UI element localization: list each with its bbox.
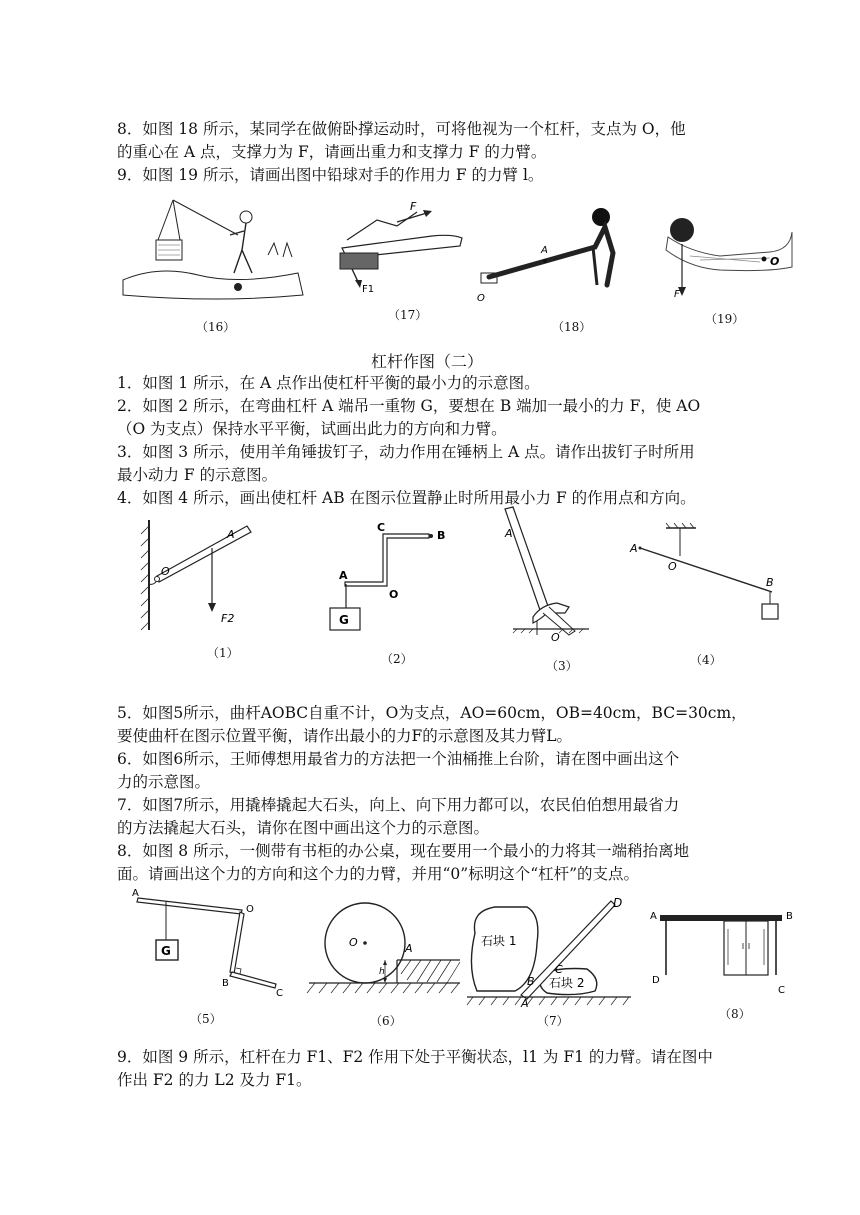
- figure-3: [503, 505, 593, 645]
- section-title: 杠杆作图（二）: [371, 352, 484, 371]
- p2-question-8-line-1: 8．如图 8 所示，一侧带有书柜的办公桌，现在要用一个最小的力将其一端稍抬离地: [117, 842, 690, 860]
- p2-question-2-line-1: 2．如图 2 所示，在弯曲杠杆 A 端吊一重物 G，要想在 B 端加一最小的力 F，使 AO: [117, 397, 701, 415]
- fig8-label-A: A: [650, 911, 657, 922]
- fig5-label-B: B: [222, 978, 229, 989]
- p2-question-3-line-2: 最小动力 F 的示意图。: [117, 466, 278, 484]
- figure-16: [118, 195, 308, 305]
- p2-question-7-line-2: 的方法撬起大石头，请你在图中画出这个力的示意图。: [117, 819, 490, 837]
- p2-question-9-line-1: 9．如图 9 所示，杠杆在力 F1、F2 作用下处于平衡状态，l1 为 F1 的力臂。请在图中: [117, 1048, 713, 1066]
- p2-question-2-line-2: （O 为支点）保持水平平衡，试画出此力的方向和力臂。: [117, 420, 507, 438]
- p2-question-9-line-2: 作出 F2 的力 L2 及力 F1。: [117, 1071, 312, 1089]
- fig2-label-G: G: [339, 613, 349, 627]
- fig2-label-C: C: [377, 521, 386, 534]
- caption-4: （4）: [690, 653, 722, 667]
- fig4-label-A: A: [630, 542, 638, 555]
- caption-3: （3）: [546, 659, 578, 673]
- figure-19: [660, 212, 795, 307]
- fig6-label-h: h: [379, 967, 385, 977]
- caption-7: （7）: [537, 1014, 569, 1028]
- figure-2: [325, 522, 455, 637]
- p2-question-5-line-1: 5．如图5所示，曲杆AOBC自重不计，O为支点，AO=60cm，OB=40cm，BC=30cm，: [117, 704, 747, 722]
- fig1-label-F2: F2: [221, 612, 235, 625]
- p2-question-4: 4．如图 4 所示，画出使杠杆 AB 在图示位置静止时所用最小力 F 的作用点和方向。: [117, 489, 696, 507]
- fig7-label-B: B: [527, 975, 535, 988]
- caption-19: （19）: [705, 312, 745, 326]
- caption-2: （2）: [381, 652, 413, 666]
- fig19-label-O: O: [770, 255, 780, 268]
- fig7-label-rock1: 石块 1: [481, 934, 517, 948]
- figure-8: [648, 905, 798, 1000]
- fig4-label-O: O: [668, 560, 677, 573]
- fig6-label-O: O: [349, 936, 358, 949]
- fig7-label-rock2: 石块 2: [549, 976, 585, 990]
- fig8-label-B: B: [786, 911, 793, 922]
- caption-5: （5）: [190, 1012, 222, 1026]
- p2-question-3-line-1: 3．如图 3 所示，使用羊角锤拔钉子，动力作用在锤柄上 A 点。请作出拔钉子时所用: [117, 443, 695, 461]
- fig1-label-O: O: [161, 565, 170, 578]
- fig4-label-B: B: [766, 576, 774, 589]
- question-9-line-1: 9．如图 19 所示，请画出图中铅球对手的作用力 F 的力臂 l。: [117, 166, 544, 184]
- fig7-label-D: D: [613, 896, 623, 910]
- fig18-label-A: A: [541, 245, 548, 256]
- p2-question-5-line-2: 要使曲杆在图示位置平衡，请作出最小的力F的示意图及其力臂L。: [117, 727, 573, 745]
- fig17-label-F1: F1: [362, 284, 375, 295]
- question-8-line-2: 的重心在 A 点，支撑力为 F，请画出重力和支撑力 F 的力臂。: [117, 143, 547, 161]
- figure-5: [130, 888, 290, 998]
- fig17-label-F: F: [410, 200, 417, 213]
- caption-1: （1）: [207, 646, 239, 660]
- fig2-label-O: O: [389, 588, 399, 601]
- p2-question-1: 1．如图 1 所示，在 A 点作出使杠杆平衡的最小力的示意图。: [117, 374, 540, 392]
- fig3-label-A: A: [505, 527, 513, 540]
- fig8-label-D: D: [652, 975, 660, 986]
- fig5-label-G: G: [161, 944, 171, 958]
- fig19-label-F: F: [674, 289, 680, 300]
- caption-18: （18）: [552, 320, 592, 334]
- figure-6: [305, 888, 465, 1008]
- caption-16: （16）: [196, 320, 236, 334]
- fig7-label-A: A: [521, 997, 529, 1010]
- fig3-label-O: O: [551, 631, 560, 644]
- caption-6: （6）: [370, 1014, 402, 1028]
- figure-1: [135, 518, 260, 633]
- fig5-label-O: O: [246, 904, 254, 915]
- fig5-label-A: A: [132, 888, 139, 899]
- figure-7: [465, 893, 635, 1008]
- fig5-label-C: C: [276, 988, 283, 999]
- p2-question-7-line-1: 7．如图7所示，用撬棒撬起大石头，向上、向下用力都可以，农民伯伯想用最省力: [117, 796, 680, 814]
- figure-4: [628, 522, 788, 627]
- fig2-label-B: B: [437, 529, 446, 542]
- p2-question-8-line-2: 面。请画出这个力的方向和这个力的力臂，并用“0”标明这个“杠杆”的支点。: [117, 865, 640, 883]
- fig2-label-A: A: [339, 569, 348, 582]
- question-8-line-1: 8．如图 18 所示，某同学在做俯卧撑运动时，可将他视为一个杠杆，支点为 O，他: [117, 120, 686, 138]
- figure-17: [322, 198, 467, 293]
- figure-18: [475, 205, 625, 305]
- p2-question-6-line-1: 6．如图6所示，王师傅想用最省力的方法把一个油桶推上台阶，请在图中画出这个: [117, 750, 680, 768]
- caption-8: （8）: [719, 1007, 751, 1021]
- fig18-label-O: O: [477, 293, 485, 304]
- p2-question-6-line-2: 力的示意图。: [117, 773, 211, 791]
- fig8-label-C: C: [778, 985, 785, 996]
- caption-17: （17）: [388, 308, 428, 322]
- fig6-label-A: A: [405, 942, 413, 955]
- fig1-label-A: A: [227, 528, 235, 541]
- fig7-label-C: C: [555, 963, 563, 976]
